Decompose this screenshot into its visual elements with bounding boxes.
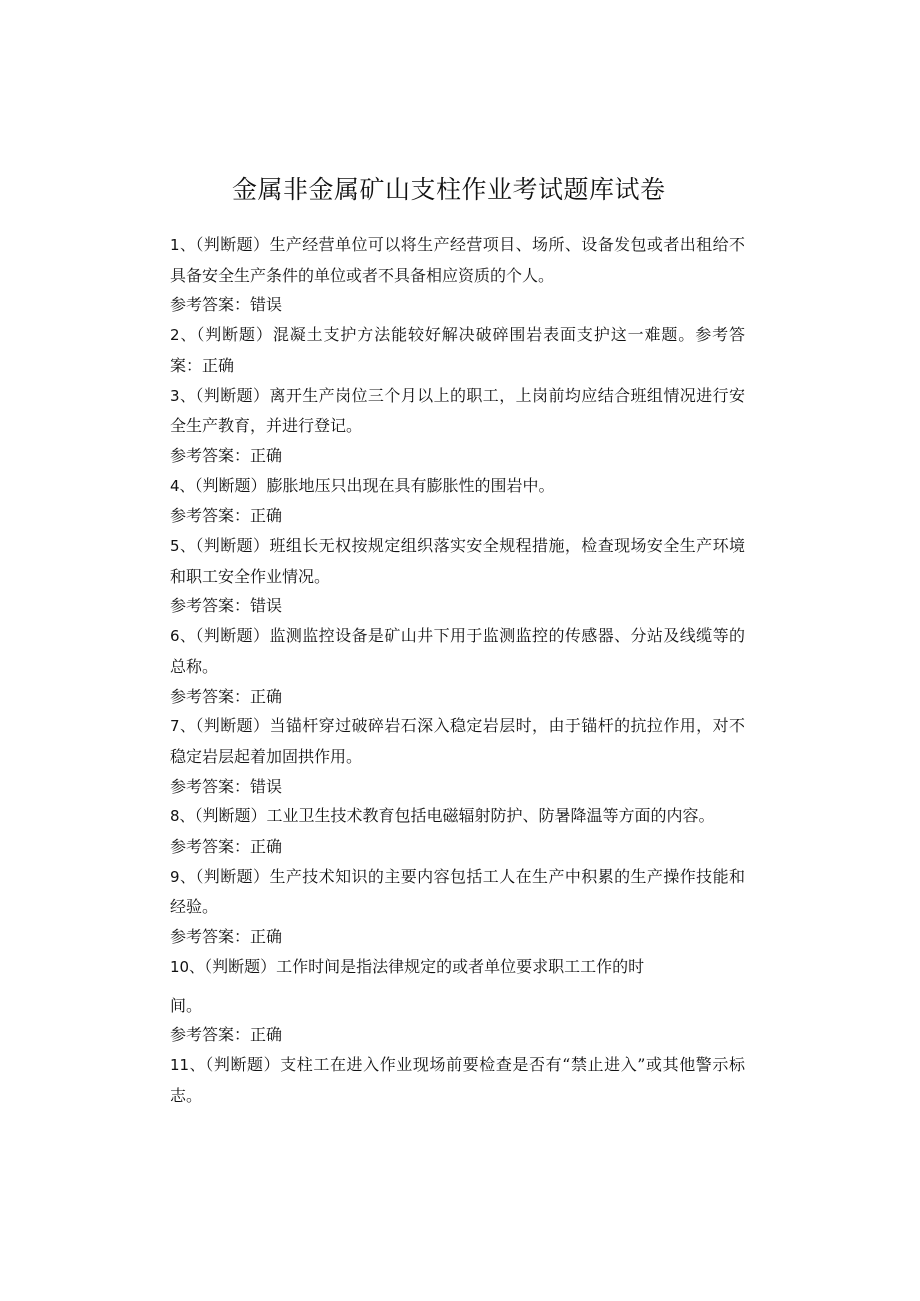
question-text: （判断题）膨胀地压只出现在具有膨胀性的围岩中。 (194, 475, 555, 495)
question-text: （判断题）班组长无权按规定组织落实安全规程措施，检查现场安全生产环境和职工安全作业情况。 (170, 536, 745, 586)
question-text: （判断题）工作时间是指法律规定的或者单位要求职工工作的时 (204, 956, 645, 976)
question-text: （判断题）当锚杆穿过破碎岩石深入稳定岩层时，由于锚杆的抗拉作用，对不稳定岩层起着加固拱作用。 (170, 716, 745, 766)
answer-1: 参考答案：错误 (170, 295, 283, 315)
question-number: 11、 (170, 1055, 206, 1074)
question-number: 7、 (170, 717, 196, 736)
question-number: 6、 (170, 627, 196, 646)
answer-4: 参考答案：正确 (170, 506, 283, 526)
answer-10: 参考答案：正确 (170, 1025, 283, 1045)
answer-7: 参考答案：错误 (170, 776, 283, 796)
question-1 (170, 230, 745, 290)
answer-6: 参考答案：正确 (170, 686, 283, 706)
question-number: 3、 (170, 386, 196, 405)
question-4 (170, 471, 745, 502)
answer-9: 参考答案：正确 (170, 927, 283, 947)
question-number: 10、 (170, 957, 205, 976)
question-text: （判断题）生产经营单位可以将生产经营项目、场所、设备发包或者出租给不具备安全生产条件的单位或者不具备相应资质的个人。 (170, 235, 745, 285)
question-number: 1、 (170, 236, 196, 254)
question-5 (170, 531, 745, 591)
answer-5: 参考答案：错误 (170, 596, 283, 616)
question-3 (170, 381, 745, 441)
question-6 (170, 621, 745, 681)
question-number: 5、 (170, 537, 196, 556)
question-text: （判断题）生产技术知识的主要内容包括工人在生产中积累的生产操作技能和经验。 (170, 866, 745, 917)
question-11 (170, 1050, 745, 1110)
question-2 (170, 320, 745, 380)
question-list (170, 230, 745, 1110)
question-text: （判断题）监测监控设备是矿山井下用于监测监控的传感器、分站及线缆等的总称。 (170, 626, 745, 676)
question-10 (170, 952, 745, 1020)
question-number: 9、 (170, 867, 196, 886)
question-number: 2、 (170, 326, 197, 345)
document-title: 金属非金属矿山支柱作业考试题库试卷 (232, 175, 666, 204)
answer-8: 参考答案：正确 (170, 837, 283, 857)
question-7 (170, 711, 745, 771)
question-text-continuation: 间。 (170, 995, 203, 1015)
question-8 (170, 801, 745, 832)
question-text: （判断题）离开生产岗位三个月以上的职工，上岗前均应结合班组情况进行安全生产教育，并进行登记。 (170, 385, 745, 436)
question-text: （判断题）混凝土支护方法能较好解决破碎围岩表面支护这一难题。参考答案：正确 (170, 325, 745, 375)
question-number: 4、 (170, 476, 195, 495)
question-text: （判断题）工业卫生技术教育包括电磁辐射防护、防暑降温等方面的内容。 (194, 806, 715, 826)
question-number: 8、 (170, 807, 195, 826)
answer-3: 参考答案：正确 (170, 445, 283, 465)
question-text: （判断题）支柱工在进入作业现场前要检查是否有“禁止进入”或其他警示标志。 (170, 1054, 745, 1105)
question-9 (170, 862, 745, 922)
